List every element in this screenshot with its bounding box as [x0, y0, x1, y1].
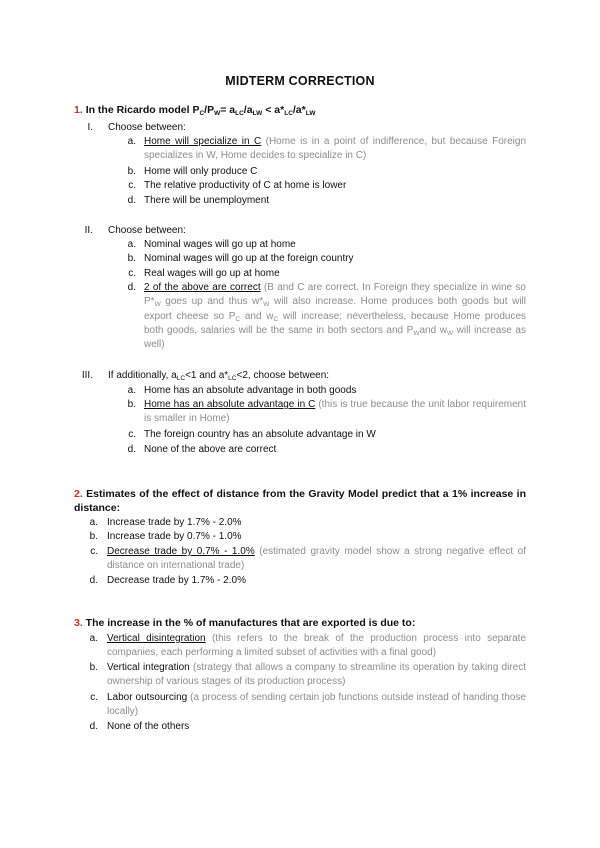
- question-2-number: 2.: [74, 488, 83, 500]
- option-3-a: [107, 632, 526, 661]
- option-letter: c.: [128, 429, 136, 440]
- option-1-III-d: None of the above are correct: [144, 444, 277, 455]
- part-stem: Choose between:: [108, 225, 186, 236]
- question-3-heading: [74, 617, 526, 631]
- option-1-II-d: [144, 281, 526, 352]
- page-title: MIDTERM CORRECTION: [225, 74, 375, 88]
- option-letter: a.: [127, 385, 136, 396]
- answer-note: (B and C are correct. In Foreign they specialize in wine so $P*_W$ goes up and thus $w*_W$ will also increase. Home produces both goods but will export cheese so $P_C$ and $w_C$ will increase; nevertheless, because Home produces both goods, salaries will be the same in both sectors and $P_Wand$ $w_W$ will increase as well): [144, 282, 527, 351]
- part-stem: Choose between:: [108, 122, 186, 133]
- option-2-a: Increase trade by 1.7% - 2.0%: [107, 517, 242, 528]
- answer-note: (this is true because the unit labor requirement is smaller in Home): [144, 399, 527, 425]
- option-1-I-c: The relative productivity of C at home is lower: [144, 180, 347, 191]
- option-3-b: Vertical integration (strategy that allows a company to streamline its operation by taking direct ownership of various stages of its production process): [107, 662, 526, 688]
- answer-note: (this refers to the break of the production process into separate companies, each performing a limited subset of activities with a final good): [107, 633, 527, 659]
- option-2-d: Decrease trade by 1.7% - 2.0%: [107, 575, 246, 586]
- option-2-b: Increase trade by 0.7% - 1.0%: [107, 531, 242, 542]
- option-1-III-c: The foreign country has an absolute advantage in W: [144, 429, 376, 440]
- part-numeral: I.: [87, 122, 93, 133]
- question-1-number: 1.: [74, 104, 83, 116]
- option-letter: a.: [127, 136, 136, 147]
- option-letter: c.: [90, 546, 98, 557]
- option-1-II-c: Real wages will go up at home: [144, 268, 280, 279]
- option-letter: d.: [127, 444, 136, 455]
- option-letter: b.: [89, 531, 98, 542]
- option-1-I-d: There will be unemployment: [144, 195, 270, 206]
- option-letter: c.: [90, 692, 98, 703]
- q1-text: In the Ricardo model P: [85, 104, 200, 116]
- option-letter: a.: [89, 517, 98, 528]
- correct-answer: Decrease trade by 0.7% - 1.0%: [107, 546, 255, 557]
- correct-answer: Vertical disintegration: [107, 633, 206, 644]
- option-letter: d.: [127, 195, 136, 206]
- option-1-II-b: Nominal wages will go up at the foreign country: [144, 253, 354, 264]
- answer-note: (strategy that allows a company to streamline its operation by taking direct ownership of various stages of its production process): [107, 662, 526, 688]
- q3-text: The increase in the % of manufactures that are exported is due to:: [82, 617, 416, 629]
- option-letter: c.: [128, 268, 136, 279]
- correct-answer: Home has an absolute advantage in C: [144, 399, 316, 410]
- correct-answer: Home will specialize in C: [144, 136, 262, 147]
- part-stem: If additionally, $a_{LC}<1$ and $a*_{LC}<2$, choose between:: [108, 370, 330, 382]
- q2-text: Estimates of the effect of distance from the Gravity Model predict that a 1% increase in distance:: [74, 488, 526, 514]
- answer-note: (Home is in a point of indifference, but because Foreign specializes in W, Home decides to specialize in C): [144, 136, 527, 162]
- option-3-d: None of the others: [107, 721, 190, 732]
- option-letter: c.: [128, 180, 136, 191]
- option-letter: b.: [127, 166, 136, 177]
- option-1-I-b: Home will only produce C: [144, 166, 258, 177]
- question-3-number: 3.: [74, 617, 83, 629]
- part-numeral: III.: [81, 370, 93, 381]
- answer-note: (a process of sending certain job functions outside instead of handing those locally): [107, 692, 526, 718]
- correct-answer: 2 of the above are correct: [144, 282, 261, 293]
- option-letter: d.: [89, 575, 98, 586]
- part-numeral: II.: [84, 225, 93, 236]
- answer-note: (estimated gravity model show a strong negative effect of distance on international trade): [107, 546, 526, 572]
- option-1-II-a: Nominal wages will go up at home: [144, 239, 296, 250]
- option-letter: b.: [127, 253, 136, 264]
- question-2-heading: [74, 488, 526, 515]
- option-letter: d.: [89, 721, 98, 732]
- option-3-c: Labor outsourcing (a process of sending certain job functions outside instead of handing those locally): [107, 692, 526, 718]
- option-2-c: [107, 545, 526, 574]
- option-1-III-a: Home has an absolute advantage in both goods: [144, 385, 357, 396]
- option-letter: a.: [89, 633, 98, 644]
- option-letter: b.: [127, 399, 136, 410]
- option-1-III-b: [144, 398, 526, 427]
- option-letter: d.: [127, 282, 136, 293]
- option-1-I-a: [144, 135, 526, 164]
- option-letter: b.: [89, 662, 98, 673]
- question-1-heading: 1. In the Ricardo model $P_C/P_W= a_{LC}/a_{LW} < a*_{LC}/a*_{LW}$: [74, 104, 316, 117]
- option-letter: a.: [127, 239, 136, 250]
